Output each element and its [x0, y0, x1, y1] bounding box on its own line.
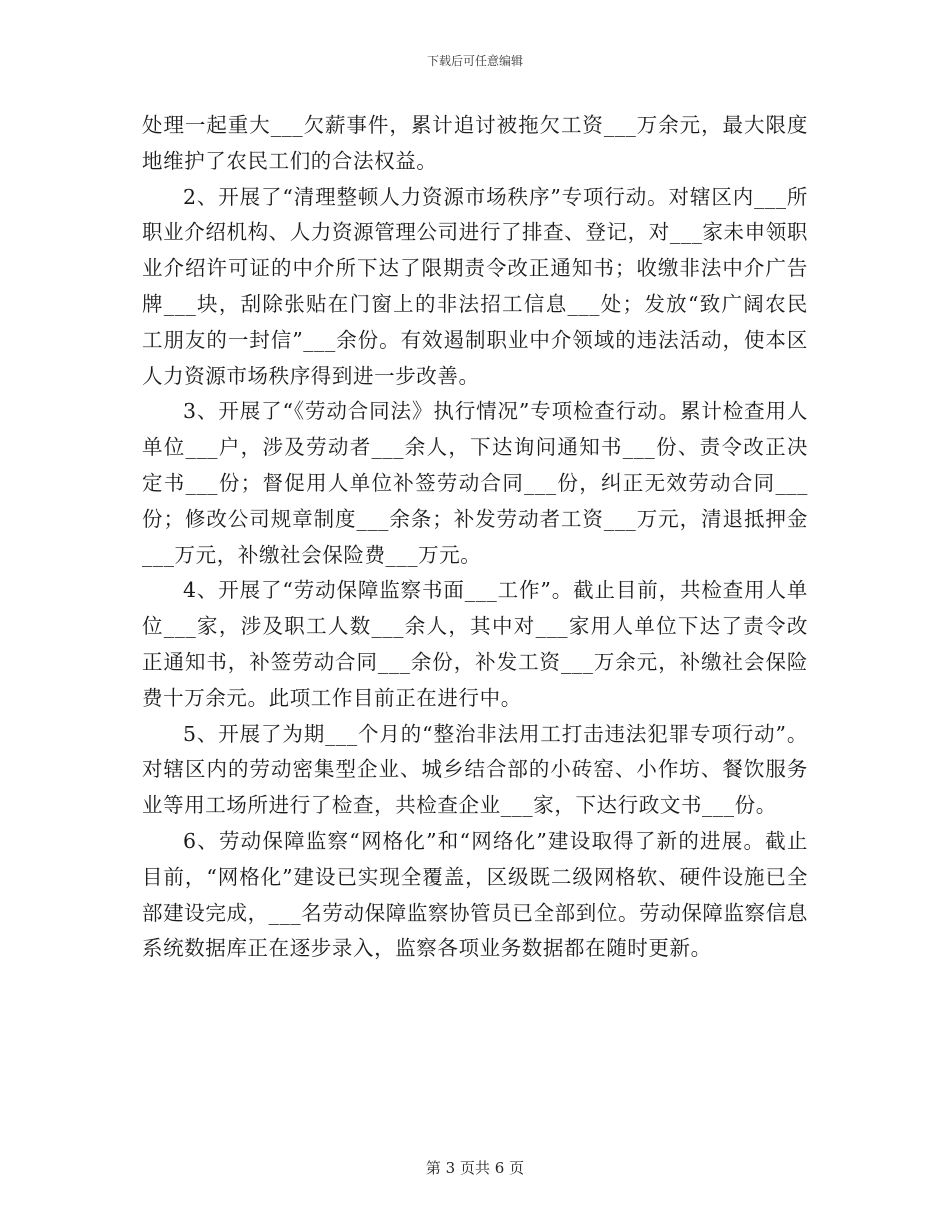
paragraph-item-5: 5、开展了为期___个月的“整治非法用工打击违法犯罪专项行动”。对辖区内的劳动密集型企业、城乡结合部的小砖窑、小作坊、餐饮服务业等用工场所进行了检查，共检查企业___家，下达行政文书___份。 — [142, 721, 808, 818]
page-header: 下载后可任意编辑 — [426, 54, 523, 68]
paragraph-continuation: 处理一起重大___欠薪事件，累计追讨被拖欠工资___万余元，最大限度地维护了农民工们的合法权益。 — [142, 113, 808, 173]
paragraph-item-2: 2、开展了“清理整顿人力资源市场秩序”专项行动。对辖区内___所职业介绍机构、人力资源管理公司进行了排查、登记，对___家未申领职业介绍许可证的中介所下达了限期责令改正通知书；收缴非法中介广告牌___块，刮除张贴在门窗上的非法招工信息___处；发放“致广阔农民工朋友的一封信”___余份。有效遏制职业中介领域的违法活动，使本区人力资源市场秩序得到进一步改善。 — [142, 184, 808, 388]
paragraph-item-6: 6、劳动保障监察“网格化”和“网络化”建设取得了新的进展。截止目前，“网格化”建设已实现全覆盖，区级既二级网格软、硬件设施已全部建设完成，___名劳动保障监察协管员已全部到位。劳动保障监察信息系统数据库正在逐步录入，监察各项业务数据都在随时更新。 — [142, 828, 808, 961]
paragraph-item-4: 4、开展了“劳动保障监察书面___工作”。截止目前，共检查用人单位___家，涉及职工人数___余人，其中对___家用人单位下达了责令改正通知书，补签劳动合同___余份，补发工资___万余元，补缴社会保险费十万余元。此项工作目前正在进行中。 — [142, 578, 808, 710]
document-body — [142, 108, 808, 967]
paragraph-item-3: 3、开展了“《劳动合同法》执行情况”专项检查行动。累计检查用人单位___户，涉及劳动者___余人，下达询问通知书___份、责令改正决定书___份；督促用人单位补签劳动合同___份，纠正无效劳动合同___份；修改公司规章制度___余条；补发劳动者工资___万元，清退抵押金___万元，补缴社会保险费___万元。 — [142, 399, 808, 567]
page-number: 第 3 页共 6 页 — [425, 1159, 525, 1177]
